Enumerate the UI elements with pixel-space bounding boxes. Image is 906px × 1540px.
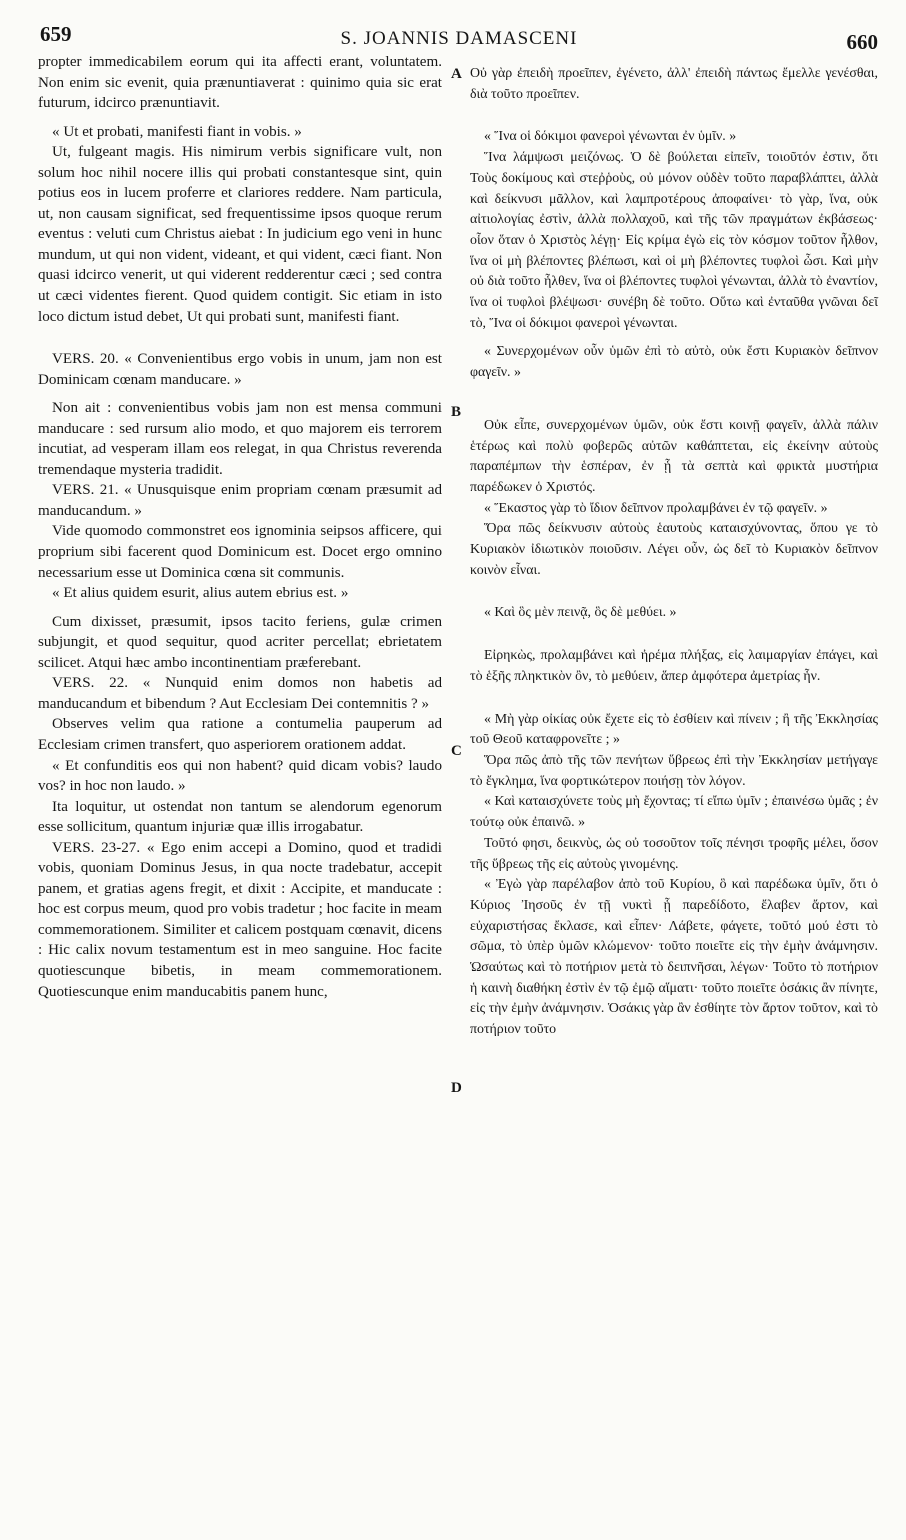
section-marker-d: D bbox=[451, 1080, 462, 1096]
latin-paragraph: propter immedicabilem eorum qui ita affecti erant, voluntatem. Non enim sic evenit, quia prænuntiaverat : quinimo quia sic erat futurum, idcirco prænuntiavit. bbox=[38, 54, 442, 112]
section-marker-b: B bbox=[451, 404, 462, 420]
latin-verse-heading: VERS. 22. « Nunquid enim domos non habetis ad manducandum et bibendum ? Aut Ecclesiam Dei contemnitis ? » bbox=[38, 675, 442, 712]
latin-paragraph: Ut, fulgeant magis. His nimirum verbis significare vult, non solum hoc nihil nocere illis qui probati constantesque sint, quin potius eos in lucem proferre et clariores reddere. Nam particula, ut, non causam significat, sed frequentissime ipsos quoque rerum eventus : veluti cum Christus aiebat : In judicium ego veni in hunc mundum, ut qui non vident, videant, et qui vident, cæci fiant. Non quasi idcirco venerit, ut qui viderent redderentur cæci ; sed contra ut cæci videntes fierent. Quod quidem contigit. Sic etiam in isto loco dictum istud debet, Ut qui probati sunt, manifesti fiant. bbox=[38, 144, 442, 325]
greek-quotation: « Καὶ καταισχύνετε τοὺς μὴ ἔχοντας; τί εἴπω ὑμῖν ; ἐπαινέσω ὑμᾶς ; ἐν τούτῳ οὐκ ἐπαινῶ. » bbox=[470, 794, 878, 831]
greek-paragraph: Εἰρηκὼς, προλαμβάνει καὶ ἠρέμα πλήξας, εἰς λαιμαργίαν ἐπάγει, καὶ τὸ ἑξῆς πληκτικὸν ὂν, τὸ μεθύειν, ἅπερ ἀμφότερα ἀμετρίας ἦν. bbox=[470, 648, 878, 684]
latin-verse-heading: VERS. 21. « Unusquisque enim propriam cœnam præsumit ad manducandum. » bbox=[38, 482, 442, 519]
greek-column bbox=[470, 64, 878, 1041]
latin-column bbox=[38, 52, 442, 1002]
section-marker-c: C bbox=[451, 743, 462, 759]
page-header bbox=[40, 22, 878, 54]
greek-quotation: « Μὴ γὰρ οἰκίας οὐκ ἔχετε εἰς τὸ ἐσθίειν καὶ πίνειν ; ἢ τῆς Ἐκκλησίας τοῦ Θεοῦ καταφρονεῖτε ; » bbox=[470, 711, 878, 748]
greek-quotation: « Καὶ ὃς μὲν πεινᾷ, ὃς δὲ μεθύει. » bbox=[484, 605, 677, 621]
latin-paragraph: Observes velim qua ratione a contumelia pauperum ad Ecclesiam crimen transfert, quo asperiorem orationem addat. bbox=[38, 716, 442, 753]
latin-quotation: « Ut et probati, manifesti fiant in vobis. » bbox=[52, 123, 302, 140]
latin-paragraph: Cum dixisset, præsumit, ipsos tacito feriens, gulæ crimen subjungit, et quod sequitur, quod acriter percellat; ebrietatem scilicet. Atqui hæc ambo incontinentiam præferebant. bbox=[38, 613, 442, 671]
greek-paragraph: Ὅρα πῶς δείκνυσιν αὐτοὺς ἑαυτοὺς καταισχύνοντας, ὅπου γε τὸ Κυριακὸν ἰδιωτικὸν ποιοῦσιν. Λέγει οὖν, ὡς δεῖ τὸ Κυριακὸν δεῖπνον κοινὸν εἶναι. bbox=[470, 521, 878, 578]
running-title: S. JOANNIS DAMASCENI bbox=[340, 28, 578, 49]
latin-quotation: « Et alius quidem esurit, alius autem ebrius est. » bbox=[52, 585, 349, 602]
greek-paragraph: Οὐ γὰρ ἐπειδὴ προεῖπεν, ἐγένετο, ἀλλ' ἐπειδὴ πάντως ἔμελλε γενέσθαι, διὰ τοῦτο προεῖπεν. bbox=[470, 66, 878, 102]
greek-paragraph: Ὅρα πῶς ἀπὸ τῆς τῶν πενήτων ὕβρεως ἐπὶ τὴν Ἐκκλησίαν μετήγαγε τὸ ἔγκλημα, ἵνα φορτικώτερον ποιήσῃ τὸν λόγον. bbox=[470, 752, 878, 789]
section-marker-a: A bbox=[451, 66, 462, 82]
greek-quotation: « Ἐγὼ γὰρ παρέλαβον ἀπὸ τοῦ Κυρίου, ὃ καὶ παρέδωκα ὑμῖν, ὅτι ὁ Κύριος Ἰησοῦς ἐν τῇ νυκτὶ ᾗ παρεδίδοτο, ἔλαβεν ἄρτον, καὶ εὐχαριστήσας ἔκλασε, καὶ εἶπεν· Λάβετε, φάγετε, τοῦτό μού ἐστι τὸ σῶμα, τὸ ὑπὲρ ὑμῶν κλώμενον· τοῦτο ποιεῖτε εἰς τὴν ἐμὴν ἀνάμνησιν. Ὡσαύτως καὶ τὸ ποτήριον μετὰ τὸ δειπνῆσαι, λέγων· Τοῦτο τὸ ποτήριον ἡ καινὴ διαθήκη ἐστὶν ἐν τῷ ἐμῷ αἵματι· τοῦτο ποιεῖτε ὁσάκις ἂν πίνητε, εἰς τὴν ἐμὴν ἀνάμνησιν. Ὁσάκις γὰρ ἂν ἐσθίητε τὸν ἄρτον τοῦτον, καὶ τὸ ποτήριον τοῦτο bbox=[470, 877, 878, 1038]
latin-paragraph: Non ait : convenientibus vobis jam non est mensa communi manducare : sed rursum alio modo, et quo majorem eis terrorem incutiat, ad vesperam illam eos relegat, in qua Christus reverenda tremendaque mysteria tradidit. bbox=[38, 400, 442, 478]
latin-quotation: « Et confunditis eos qui non habent? quid dicam vobis? laudo vos? in hoc non laudo. » bbox=[38, 757, 442, 795]
page-number-right: 660 bbox=[846, 30, 878, 54]
greek-paragraph: Ἵνα λάμψωσι μειζόνως. Ὁ δὲ βούλεται εἰπεῖν, τοιοῦτόν ἐστιν, ὅτι Τοὺς δοκίμους καὶ στεῤῥοὺς, οὐ μόνον οὐδὲν τοῦτο παραβλάπτει, ἀλλὰ καὶ δείκνυσι μᾶλλον, καὶ λαμπροτέρους ἀποφαίνει· τὸ γὰρ, ἵνα, οὐκ αἰτιολογίας ἐστὶν, ἀλλὰ πολλαχοῦ, καὶ τῆς τῶν πραγμάτων ἐκβάσεως· οἷον ὅταν ὁ Χριστὸς λέγῃ· Εἰς κρίμα ἐγὼ εἰς τὸν κόσμον τοῦτον ἦλθον, ἵνα οἱ μὴ βλέποντες βλέπωσι, καὶ οἱ μὴ βλέποντες τυφλοὶ ὦσι. Καὶ μὴν οὐ διὰ τοῦτο ἦλθεν, ἵνα οἱ βλέποντες τυφλοὶ γένωνται, ἀλλὰ τὸ ἐναντίον, ἵνα οἱ τυφλοὶ βλέψωσι· συνέβη δὲ τοῦτο. Οὕτω καὶ ἐνταῦθα γνῶναι δεῖ τὸ, Ἵνα οἱ δόκιμοι φανεροὶ γένωνται. bbox=[470, 150, 878, 331]
page-number-left: 659 bbox=[40, 22, 72, 46]
greek-paragraph: Οὐκ εἶπε, συνερχομένων ὑμῶν, οὐκ ἔστι κοινῇ φαγεῖν, ἀλλὰ πάλιν ἑτέρως καὶ πολὺ φοβερῶς αὐτῶν καθάπτεται, εἰς ἐκείνην αὐτοὺς παραπέμπων τὴν ἑσπέραν, ἐν ᾗ τὰ σεπτὰ καὶ φρικτὰ μυστήρια παρέδωκεν ὁ Χριστός. bbox=[470, 417, 878, 495]
greek-quotation: « Ἕκαστος γὰρ τὸ ἴδιον δεῖπνον προλαμβάνει ἐν τῷ φαγεῖν. » bbox=[484, 500, 828, 516]
latin-verse-heading: VERS. 23-27. « Ego enim accepi a Domino, quod et tradidi vobis, quoniam Dominus Jesus, in qua nocte tradebatur, accepit panem, et gratias agens fregit, et dixit : Accipite, et manducate : hoc est corpus meum, quod pro vobis tradetur ; hoc facite in meam commemorationem. Similiter et calicem postquam cœnavit, dicens : Hic calix novum testamentum est in meo sanguine. Hoc facite quotiescunque bibetis, in meam commemorationem. Quotiescunque enim manducabitis panem hunc, bbox=[38, 839, 442, 1000]
latin-paragraph: Ita loquitur, ut ostendat non tantum se alendorum egenorum esse sollicitum, quantum injuriæ quæ illis irrogabatur. bbox=[38, 798, 442, 836]
greek-quotation: « Συνερχομένων οὖν ὑμῶν ἐπὶ τὸ αὐτὸ, οὐκ ἔστι Κυριακὸν δεῖπνον φαγεῖν. » bbox=[470, 344, 878, 381]
greek-quotation: « Ἵνα οἱ δόκιμοι φανεροὶ γένωνται ἐν ὑμῖν. » bbox=[484, 129, 737, 145]
greek-paragraph: Τοῦτό φησι, δεικνὺς, ὡς οὐ τοσοῦτον τοῖς πένησι τροφῆς μέλει, ὅσον τῆς ὕβρεως τῆς εἰς αὐτοὺς γινομένης. bbox=[470, 835, 878, 872]
latin-verse-heading: VERS. 20. « Convenientibus ergo vobis in unum, jam non est Dominicam cœnam manducare. » bbox=[38, 351, 442, 388]
latin-paragraph: Vide quomodo commonstret eos ignominia seipsos afficere, qui proprium sibi facerent quod Dominicum est. Docet ergo omnino necessarium esse ut Dominica cœna sit communis. bbox=[38, 523, 442, 581]
